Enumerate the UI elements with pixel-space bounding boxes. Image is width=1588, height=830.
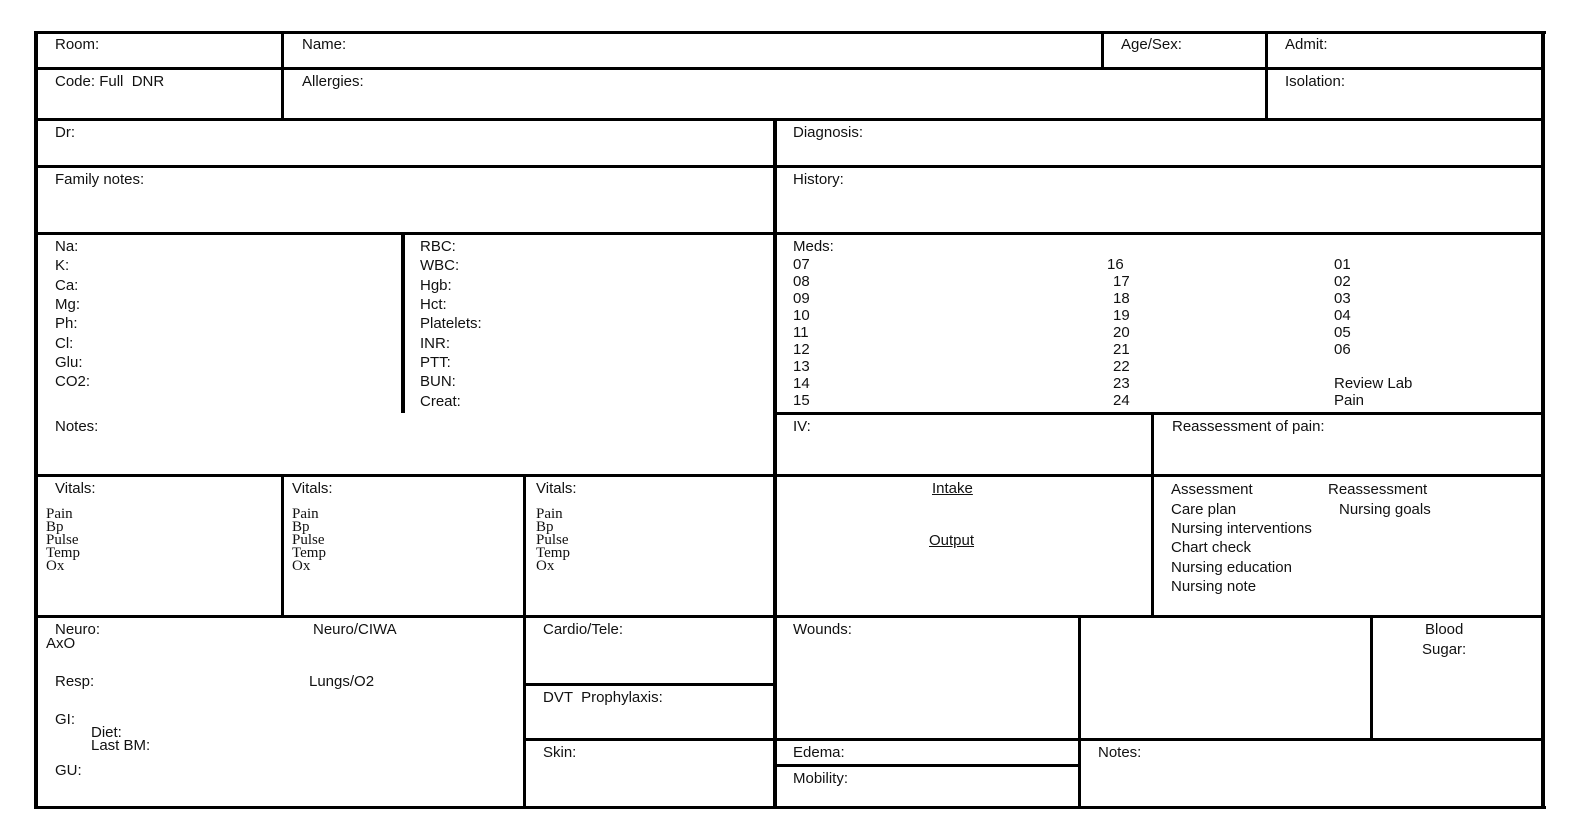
med-hour: 05 bbox=[1334, 324, 1351, 341]
vitals-pulse: Pulse bbox=[46, 532, 79, 548]
lab-co2: CO2: bbox=[55, 373, 91, 390]
checklist-assessment: Assessment bbox=[1171, 481, 1253, 498]
rule-v bbox=[1370, 616, 1373, 740]
med-hour: 22 bbox=[1113, 358, 1130, 375]
med-hour: 21 bbox=[1113, 341, 1130, 358]
rule-h bbox=[34, 67, 1545, 70]
reassessment-of-pain-label: Reassessment of pain: bbox=[1172, 418, 1325, 435]
vitals-label: Vitals: bbox=[536, 480, 577, 497]
age-sex-label: Age/Sex: bbox=[1121, 36, 1182, 53]
med-hour: 10 bbox=[793, 307, 810, 324]
med-hour: 08 bbox=[793, 273, 810, 290]
admit-label: Admit: bbox=[1285, 36, 1328, 53]
vitals-bp: Bp bbox=[536, 519, 554, 535]
resp-label: Resp: bbox=[55, 673, 95, 690]
med-hour: 04 bbox=[1334, 307, 1351, 324]
med-hour: 02 bbox=[1334, 273, 1351, 290]
vitals-ox: Ox bbox=[292, 558, 311, 574]
rule-h bbox=[34, 165, 1545, 168]
border-bottom bbox=[34, 806, 1546, 809]
doctor-label: Dr: bbox=[55, 124, 75, 141]
room-label: Room: bbox=[55, 36, 100, 53]
med-hour: 07 bbox=[793, 256, 810, 273]
rule-h bbox=[34, 474, 1545, 477]
checklist-nursing-education: Nursing education bbox=[1171, 559, 1292, 576]
code-status-label: Code: Full DNR bbox=[55, 73, 165, 90]
family-notes-label: Family notes: bbox=[55, 171, 145, 188]
edema-label: Edema: bbox=[793, 744, 845, 761]
med-hour: 23 bbox=[1113, 375, 1130, 392]
mobility-label: Mobility: bbox=[793, 770, 849, 787]
diet-label: Diet: bbox=[91, 724, 122, 741]
rule-v bbox=[281, 475, 284, 617]
axo-label: AxO bbox=[46, 635, 76, 652]
vitals-temp: Temp bbox=[536, 545, 570, 561]
rule-v bbox=[281, 31, 284, 120]
checklist-nursing-goals: Nursing goals bbox=[1339, 501, 1431, 518]
vitals-temp: Temp bbox=[292, 545, 326, 561]
vitals-ox: Ox bbox=[536, 558, 555, 574]
vitals-pain: Pain bbox=[536, 506, 563, 522]
dvt-prophylaxis-label: DVT Prophylaxis: bbox=[543, 689, 663, 706]
med-hour: 13 bbox=[793, 358, 810, 375]
vitals-temp: Temp bbox=[46, 545, 80, 561]
med-hour: 15 bbox=[793, 392, 810, 409]
lab-platelets: Platelets: bbox=[420, 315, 482, 332]
rule-h bbox=[34, 232, 1545, 235]
checklist-nursing-note: Nursing note bbox=[1171, 578, 1257, 595]
med-hour: 24 bbox=[1113, 392, 1130, 409]
rule-v bbox=[523, 475, 526, 809]
med-hour: 20 bbox=[1113, 324, 1130, 341]
vitals-bp: Bp bbox=[46, 519, 64, 535]
lab-hct: Hct: bbox=[420, 296, 447, 313]
last-bm-label: Last BM: bbox=[91, 737, 151, 754]
med-hour: 01 bbox=[1334, 256, 1351, 273]
vitals-pulse: Pulse bbox=[536, 532, 569, 548]
med-hour: 09 bbox=[793, 290, 810, 307]
lab-ptt: PTT: bbox=[420, 354, 451, 371]
diagnosis-label: Diagnosis: bbox=[793, 124, 864, 141]
gi-label: GI: bbox=[55, 711, 76, 728]
rule-v bbox=[1078, 616, 1081, 809]
lab-ca: Ca: bbox=[55, 277, 79, 294]
vitals-label: Vitals: bbox=[55, 480, 96, 497]
vitals-ox: Ox bbox=[46, 558, 65, 574]
med-hour: 11 bbox=[793, 324, 809, 341]
meds-label: Meds: bbox=[793, 238, 834, 255]
skin-label: Skin: bbox=[543, 744, 577, 761]
rule-v bbox=[1151, 413, 1154, 617]
blood-sugar-label: Blood bbox=[1425, 621, 1464, 638]
lab-mg: Mg: bbox=[55, 296, 81, 313]
med-hour: 12 bbox=[793, 341, 810, 358]
vitals-pain: Pain bbox=[292, 506, 319, 522]
border-top bbox=[34, 31, 1546, 34]
history-label: History: bbox=[793, 171, 844, 188]
lab-hgb: Hgb: bbox=[420, 277, 452, 294]
vitals-pulse: Pulse bbox=[292, 532, 325, 548]
pain-label: Pain bbox=[1334, 392, 1365, 409]
lab-glu: Glu: bbox=[55, 354, 83, 371]
name-label: Name: bbox=[302, 36, 347, 53]
med-hour: 16 bbox=[1107, 256, 1124, 273]
bottom-notes-label: Notes: bbox=[1098, 744, 1142, 761]
rule-h bbox=[774, 412, 1545, 415]
lab-ph: Ph: bbox=[55, 315, 78, 332]
intake-label: Intake bbox=[932, 480, 973, 497]
med-hour: 19 bbox=[1113, 307, 1130, 324]
lab-cl: Cl: bbox=[55, 335, 74, 352]
rule-v bbox=[1265, 31, 1268, 120]
notes-label: Notes: bbox=[55, 418, 99, 435]
lab-na: Na: bbox=[55, 238, 79, 255]
med-hour: 18 bbox=[1113, 290, 1130, 307]
lungs-o2-label: Lungs/O2 bbox=[309, 673, 375, 690]
lab-creat: Creat: bbox=[420, 393, 461, 410]
vitals-pain: Pain bbox=[46, 506, 73, 522]
med-hour: 14 bbox=[793, 375, 810, 392]
review-lab-label: Review Lab bbox=[1334, 375, 1413, 392]
rule-v bbox=[773, 118, 777, 809]
border-left bbox=[34, 31, 38, 809]
rule-h bbox=[774, 764, 1081, 767]
med-hour: 03 bbox=[1334, 290, 1351, 307]
rule-h bbox=[525, 738, 1545, 741]
rule-v bbox=[401, 233, 405, 413]
neuro-label: Neuro: bbox=[55, 621, 101, 638]
med-hour: 06 bbox=[1334, 341, 1351, 358]
output-label: Output bbox=[929, 532, 975, 549]
allergies-label: Allergies: bbox=[302, 73, 364, 90]
rule-h bbox=[34, 118, 1545, 121]
lab-wbc: WBC: bbox=[420, 257, 460, 274]
neuro-ciwa-label: Neuro/CIWA bbox=[313, 621, 397, 638]
isolation-label: Isolation: bbox=[1285, 73, 1346, 90]
checklist-reassessment: Reassessment bbox=[1328, 481, 1428, 498]
gu-label: GU: bbox=[55, 762, 82, 779]
checklist-chart-check: Chart check bbox=[1171, 539, 1252, 556]
rule-h bbox=[525, 683, 775, 686]
vitals-bp: Bp bbox=[292, 519, 310, 535]
rule-v bbox=[1101, 31, 1104, 69]
lab-inr: INR: bbox=[420, 335, 450, 352]
iv-label: IV: bbox=[793, 418, 811, 435]
vitals-label: Vitals: bbox=[292, 480, 333, 497]
checklist-nursing-interventions: Nursing interventions bbox=[1171, 520, 1312, 537]
wounds-label: Wounds: bbox=[793, 621, 852, 638]
rule-h bbox=[34, 615, 1545, 618]
lab-rbc: RBC: bbox=[420, 238, 456, 255]
border-right bbox=[1541, 31, 1545, 809]
med-hour: 17 bbox=[1113, 273, 1130, 290]
lab-k: K: bbox=[55, 257, 70, 274]
lab-bun: BUN: bbox=[420, 373, 456, 390]
blood-sugar-label-line2: Sugar: bbox=[1422, 641, 1467, 658]
cardio-tele-label: Cardio/Tele: bbox=[543, 621, 624, 638]
checklist-care-plan: Care plan bbox=[1171, 501, 1237, 518]
